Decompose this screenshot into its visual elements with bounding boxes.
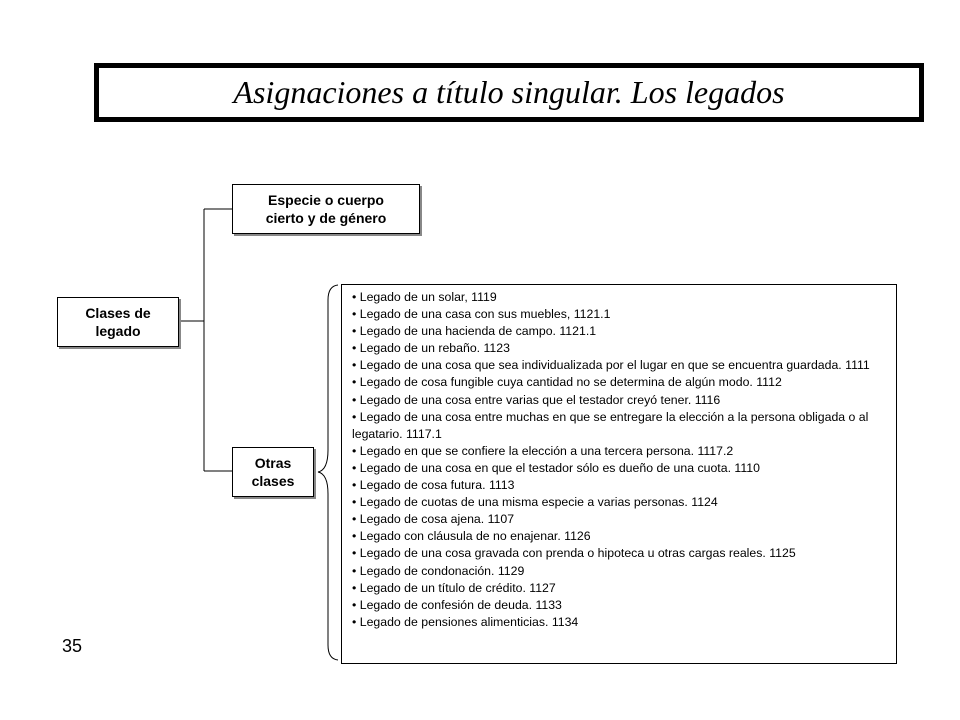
list-item-text: Legado de cosa fungible cuya cantidad no se determina de algún modo. 1112 [359,375,782,390]
list-item-text: Legado de pensiones alimenticias. 1134 [359,614,579,629]
list-item [352,323,888,340]
list-item-text: Legado de una cosa gravada con prenda o hipoteca u otras cargas reales. 1125 [359,546,796,561]
bullet-icon: • [352,324,357,339]
list-item [352,597,888,614]
list-item-text: Legado de una cosa entre varias que el testador creyó tener. 1116 [359,392,721,407]
list-item [352,460,888,477]
list-item [352,494,888,511]
bullet-icon: • [352,375,357,390]
list-item [352,580,888,597]
list-item-text: Legado de una cosa entre muchas en que se entregare la elección a la persona obligada o al legatario. 1117.1 [352,409,869,441]
bullet-icon: • [352,478,357,493]
list-item-text: Legado de un rebaño. 1123 [359,341,510,356]
list-item [352,563,888,580]
node-otras-clases [232,447,314,497]
list-item [352,614,888,631]
list-item [352,528,888,545]
page-title: Asignaciones a título singular. Los legados [233,74,785,110]
node-label: Especie o cuerpo cierto y de género [265,192,387,226]
list-item-text: Legado de una hacienda de campo. 1121.1 [359,324,597,339]
list-item-text: Legado de cosa futura. 1113 [359,478,515,493]
list-item [352,357,888,374]
bullet-icon: • [352,290,357,304]
bullet-icon: • [352,512,357,527]
node-clases-de-legado [57,297,179,347]
list-item [352,443,888,460]
list-item [352,374,888,391]
legados-list [341,284,897,664]
bullet-icon: • [352,307,357,322]
bullet-icon: • [352,495,357,510]
bullet-icon: • [352,460,357,475]
list-item [352,477,888,494]
list-item-text: Legado de cosa ajena. 1107 [359,512,515,527]
list-item [352,392,888,409]
node-especie-o-cuerpo-cierto [232,184,420,234]
list-item-text: Legado de una cosa en que el testador sólo es dueño de una cuota. 1110 [359,460,760,475]
curly-brace [318,285,338,660]
bullet-icon: • [352,392,357,407]
bullet-icon: • [352,614,357,629]
page-number: 35 [62,636,83,656]
list-item-text: Legado de una cosa que sea individualizada por el lugar en que se encuentra guardada. 1111 [359,358,870,373]
bullet-icon: • [352,580,357,595]
bullet-icon: • [352,341,357,356]
bullet-icon: • [352,546,357,561]
list-item [352,306,888,323]
list-item-text: Legado de cuotas de una misma especie a varias personas. 1124 [359,495,718,510]
node-label: Clases de legado [85,305,151,339]
bullet-icon: • [352,529,357,544]
bullet-icon: • [352,443,357,458]
bullet-icon: • [352,409,357,424]
node-label: Otras clases [251,455,295,489]
list-item-text: Legado de condonación. 1129 [359,563,525,578]
list-item-text: Legado en que se confiere la elección a una tercera persona. 1117.2 [359,443,734,458]
list-item [352,511,888,528]
list-item [352,545,888,562]
list-item [352,409,888,443]
list-item-text: Legado de confesión de deuda. 1133 [359,597,562,612]
list-item-text: Legado de una casa con sus muebles, 1121.1 [359,307,611,322]
bullet-icon: • [352,358,357,373]
bullet-icon: • [352,563,357,578]
list-item [352,340,888,357]
list-item-text: Legado de un solar, 1119 [359,290,497,304]
list-item-text: Legado de un título de crédito. 1127 [359,580,556,595]
list-item-text: Legado con cláusula de no enajenar. 1126 [359,529,591,544]
bullet-icon: • [352,597,357,612]
list-item [352,289,888,306]
